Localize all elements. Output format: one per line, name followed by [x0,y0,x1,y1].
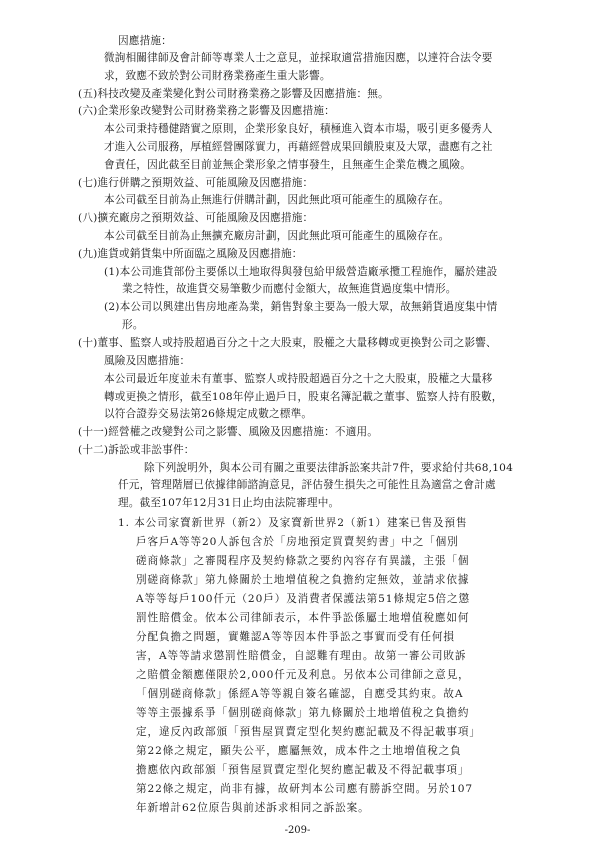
text-line: 「個別磋商條款」係經A等等親自簽名確認，自應受其約束。故A [136,688,464,700]
text-line: 戶客戶A等等20人訴包含於「房地預定買賣契約書」中之「個別 [136,536,459,548]
page-number: -209- [284,825,311,836]
text-line: 以符合證券交易法第26條規定成數之標準。 [104,408,313,420]
text-line: A等等每戶100仟元（20戶）及消費者保護法第51條規定5倍之懲 [136,593,471,605]
text-line: 風險及因應措施： [104,355,191,367]
text-line: 才進入公司服務，厚植經營團隊實力，再藉經營成果回饋股東及大眾，盡應有之社 [104,141,493,153]
text-line: 第22條之規定，尚非有據，故研判本公司應有勝訴空間。另於107 [136,783,474,795]
section-heading: (十)董事、監察人或持股超過百分之十之大股東，股權之大量移轉或更換對公司之影響、 [78,337,497,349]
section-heading: (六)企業形象改變對公司財務業務之影響及因應措施： [78,105,335,117]
text-line: 本公司最近年度並未有董事、監察人或持股超過百分之十之大股東，股權之大量移 [104,373,493,385]
text-line: 擔應依內政部頒「預售屋買賣定型化契約應記載及不得記載事項」 [136,764,470,776]
text-line: 別磋商條款」第九條關於土地增值稅之負擔約定無效，並請求依據 [136,574,470,586]
section-heading: (八)擴充廠房之預期效益、可能風險及因應措施： [78,212,314,224]
text-line: 轉或更換之情形，截至108年停止過戶日，股東名簿記載之董事、監察人持有股數， [104,391,503,403]
list-item: (2)本公司以興建出售房地產為業，銷售對象主要為一般大眾，故無銷貨過度集中情 [104,301,498,313]
text-line: 微詢相關律師及會計師等專業人士之意見，並採取適當措施因應，以達符合法令要 [104,52,493,64]
text-line: 本公司截至目前為止無進行併購計劃，因此無此項可能產生的風險存在。 [104,194,450,206]
text-line: 之賠償金額應僅限於2,000仟元及利息。另依本公司律師之意見， [136,669,470,681]
text-line: 害，A等等請求懲罰性賠償金，自認難有理由。故第一審公司敗訴 [136,650,467,662]
section-heading: (五)科技改變及產業變化對公司財務業務之影響及因應措施：無。 [78,88,389,100]
section-heading: (七)進行併購之預期效益、可能風險及因應措施： [78,177,314,189]
text-line: 年新增計62位原告與前述訴求相同之訴訟案。 [136,802,370,814]
text-line: 因應措施： [118,35,172,47]
text-line: 除下列說明外，與本公司有關之重要法律訴訟案共計7件，要求給付共68,104 [144,462,514,474]
text-line: 仟元，管理階層已依據律師諮詢意見，評估發生損失之可能性且為適當之會計處 [118,479,496,491]
section-heading: (十二)訴訟或非訟事件： [78,444,195,456]
text-line: 會責任，因此截至目前並無企業形象之情事發生，且無產生企業危機之風險。 [104,159,471,171]
text-line: 形。 [122,319,144,331]
text-line: 罰性賠償金。依本公司律師表示，本件爭訟係屬土地增值稅應如何 [136,612,470,624]
text-line: 第22條之規定，顯失公平，應屬無效，成本件之土地增值稅之負 [136,745,462,757]
section-heading: (九)進貨或銷貨集中所面臨之風險及因應措施： [78,248,303,260]
list-item: 1. 本公司家寶新世界（新2）及家寶新世界2（新1）建案已售及預售 [118,517,468,529]
list-item: (1)本公司進貨部份主要係以土地取得與發包給甲級營造廠承攬工程施作，屬於建設 [104,266,498,278]
text-line: 磋商條款」之審閱程序及契約條款之要約內容存有異議，主張「個 [136,555,470,567]
text-line: 本公司秉持穩健踏實之原則，企業形象良好，積極進入資本市場，吸引更多優秀人 [104,123,493,135]
text-line: 理。截至107年12月31日止均由法院審理中。 [118,497,340,509]
section-heading: (十一)經營權之改變對公司之影響、風險及因應措施：不適用。 [78,426,379,438]
text-line: 業之特性，故進貨交易筆數少而應付金額大，故無進貨過度集中情形。 [122,283,457,295]
text-line: 等等主張據系爭「個別磋商條款」第九條關於土地增值稅之負擔約 [136,707,470,719]
text-line: 求，致應不致於對公司財務業務產生重大影響。 [104,70,331,82]
text-line: 分配負擔之問題，實難認A等等因本件爭訟之事實而受有任何損 [136,631,455,643]
text-line: 本公司截至目前為止無擴充廠房計劃，因此無此項可能產生的風險存在。 [104,230,450,242]
text-line: 定，違反內政部頒「預售屋買賣定型化契約應記載及不得記載事項」 [136,726,481,738]
